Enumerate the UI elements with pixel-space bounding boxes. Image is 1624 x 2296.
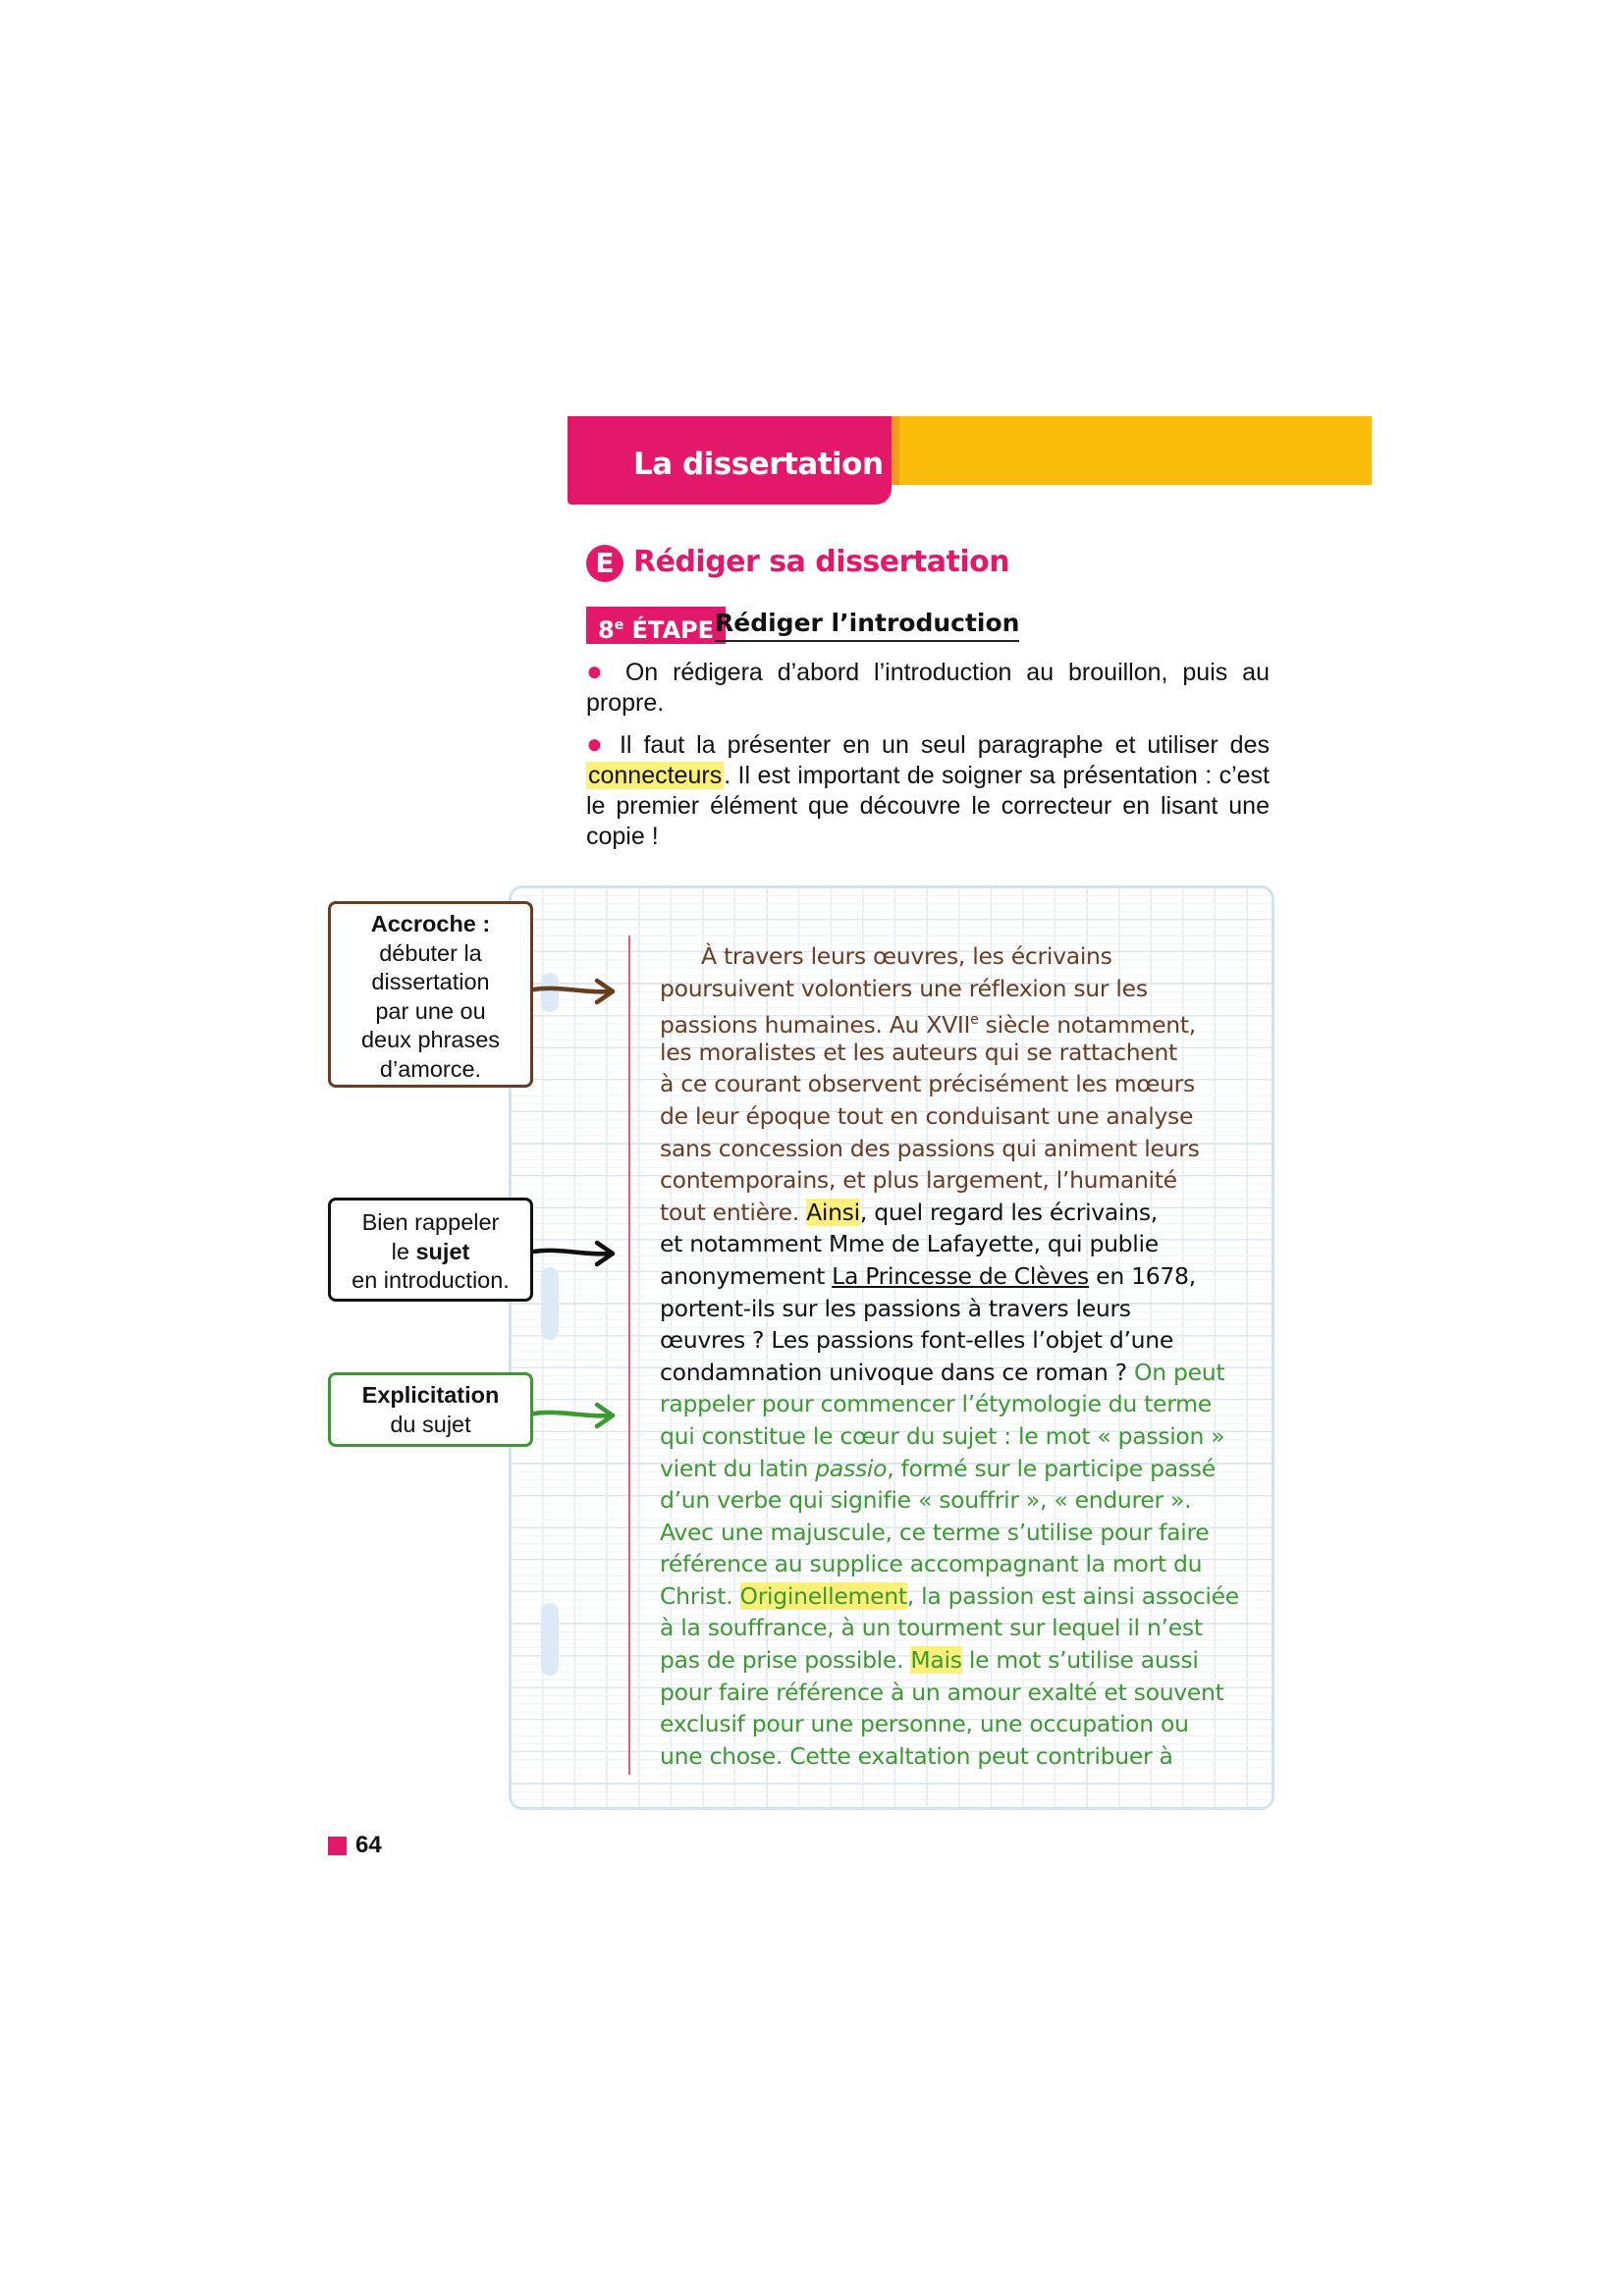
annotation-text: débuter la <box>379 939 482 966</box>
text-segment: , quel regard les écrivains, <box>859 1198 1158 1226</box>
latin-word: passio <box>815 1454 888 1482</box>
binder-hole <box>541 1603 559 1676</box>
instruction-bullets <box>586 656 1270 862</box>
arrow-right-icon <box>530 1234 619 1273</box>
text-segment: , formé sur le participe passé <box>887 1454 1216 1482</box>
text-segment: , la passion est ainsi associée <box>906 1581 1239 1610</box>
text-line: les moralistes et les auteurs qui se rattachent <box>660 1038 1177 1066</box>
arrow-right-icon <box>530 1396 619 1435</box>
annotation-text: le <box>391 1238 416 1264</box>
highlight-originellement: Originellement <box>739 1581 907 1610</box>
header-band-yellow <box>899 416 1372 485</box>
text-line: portent-ils sur les passions à travers leurs <box>660 1294 1131 1322</box>
text-line: pour faire référence à un amour exalté et souvent <box>660 1678 1224 1706</box>
section-letter-badge: E <box>586 545 623 582</box>
text-line <box>660 1644 1269 1677</box>
text-segment: On peut <box>1134 1358 1225 1386</box>
text-line: À travers leurs œuvres, les écrivains <box>701 942 1112 970</box>
text-line: Avec une majuscule, ce terme s’utilise pour faire <box>660 1518 1210 1546</box>
text-segment: Christ. <box>660 1581 740 1610</box>
annotation-sujet <box>328 1198 533 1302</box>
text-line: une chose. Cette exaltation peut contribuer à <box>660 1741 1173 1770</box>
text-segment: le mot s’utilise aussi <box>961 1646 1199 1675</box>
annotation-text: dissertation <box>371 969 490 994</box>
etape-number: 8 <box>598 616 615 644</box>
page-number: 64 <box>355 1832 382 1858</box>
annotation-explicitation <box>328 1372 533 1447</box>
text-line: sans concession des passions qui animent leurs <box>660 1134 1200 1162</box>
text-line: œuvres ? Les passions font-elles l’objet d’une <box>660 1326 1173 1355</box>
bullet-text: . Il est important de soigner sa présentation : c’est le premier élément que découvre le correcteur en lisant une copie ! <box>586 762 1270 850</box>
highlight-connecteurs: connecteurs <box>588 762 723 789</box>
text-line: poursuivent volontiers une réflexion sur les <box>660 974 1148 1002</box>
text-segment: vient du latin <box>660 1454 816 1482</box>
text-line: exclusif pour une personne, une occupation ou <box>660 1710 1189 1738</box>
highlight-ainsi: Ainsi <box>806 1198 860 1226</box>
text-line <box>660 1197 1269 1229</box>
bullet-item <box>586 656 1270 719</box>
etape-tag <box>586 607 726 644</box>
etape-ordinal: e <box>614 617 624 633</box>
annotation-heading: Explicitation <box>361 1382 500 1408</box>
annotation-text: deux phrases <box>360 1027 501 1052</box>
text-line: de leur époque tout en conduisant une analyse <box>660 1101 1194 1130</box>
bullet-item <box>586 728 1270 852</box>
text-segment: siècle notamment, <box>978 1011 1196 1040</box>
annotation-text: en introduction. <box>352 1267 510 1293</box>
text-line: d’un verbe qui signifie « souffrir », « endurer ». <box>660 1486 1192 1515</box>
book-title: La Princesse de Clèves <box>832 1261 1090 1290</box>
text-line <box>660 1580 1269 1613</box>
highlight-mais: Mais <box>910 1646 962 1675</box>
text-line <box>660 1453 1269 1485</box>
text-line: à ce courant observent précisément les mœurs <box>660 1070 1195 1098</box>
etape-label: ÉTAPE <box>623 616 715 644</box>
text-segment: e <box>970 1012 979 1029</box>
text-line <box>660 1260 1269 1293</box>
text-segment: anonymement <box>660 1261 833 1290</box>
binder-hole <box>541 1267 559 1340</box>
text-segment: passions humaines. Au XVII <box>660 1011 971 1040</box>
annotation-keyword: sujet <box>415 1238 470 1264</box>
bullet-dot-icon: ● <box>586 656 611 686</box>
text-line: et notamment Mme de Lafayette, qui publie <box>660 1230 1159 1258</box>
section-title: Rédiger sa dissertation <box>633 545 1010 579</box>
text-line: contemporains, et plus largement, l’humanité <box>660 1166 1177 1195</box>
text-line: rappeler pour commencer l’étymologie du terme <box>660 1390 1212 1418</box>
bullet-text: On rédigera d’abord l’introduction au brouillon, puis au propre. <box>586 659 1270 717</box>
etape-title: Rédiger l’introduction <box>715 609 1019 642</box>
annotation-text: par une ou <box>375 997 486 1024</box>
text-line: à la souffrance, à un tourment sur lequel il n’est <box>660 1614 1203 1642</box>
text-segment: en 1678, <box>1089 1261 1196 1290</box>
text-segment: tout entière. <box>660 1198 807 1226</box>
annotation-text <box>331 1238 530 1267</box>
text-segment: pas de prise possible. <box>660 1646 911 1675</box>
annotation-text: d’amorce. <box>379 1055 482 1082</box>
annotation-accroche <box>328 901 533 1088</box>
text-segment: condamnation univoque dans ce roman ? <box>660 1358 1135 1386</box>
text-line <box>660 1357 1269 1389</box>
introduction-text <box>660 940 1269 1772</box>
arrow-right-icon <box>530 972 619 1011</box>
text-line <box>660 1004 1269 1040</box>
chapter-title: La dissertation <box>633 447 884 482</box>
page-marker <box>328 1837 347 1855</box>
annotation-heading: Accroche : <box>370 911 491 936</box>
margin-line <box>628 935 630 1775</box>
bullet-text: Il faut la présenter en un seul paragraphe et utiliser des <box>619 731 1270 759</box>
annotation-text: du sujet <box>390 1411 471 1437</box>
bullet-dot-icon: ● <box>586 728 608 759</box>
annotation-text: Bien rappeler <box>361 1209 500 1235</box>
text-line: qui constitue le cœur du sujet : le mot « passion » <box>660 1421 1225 1450</box>
text-line: référence au supplice accompagnant la mort du <box>660 1550 1203 1578</box>
